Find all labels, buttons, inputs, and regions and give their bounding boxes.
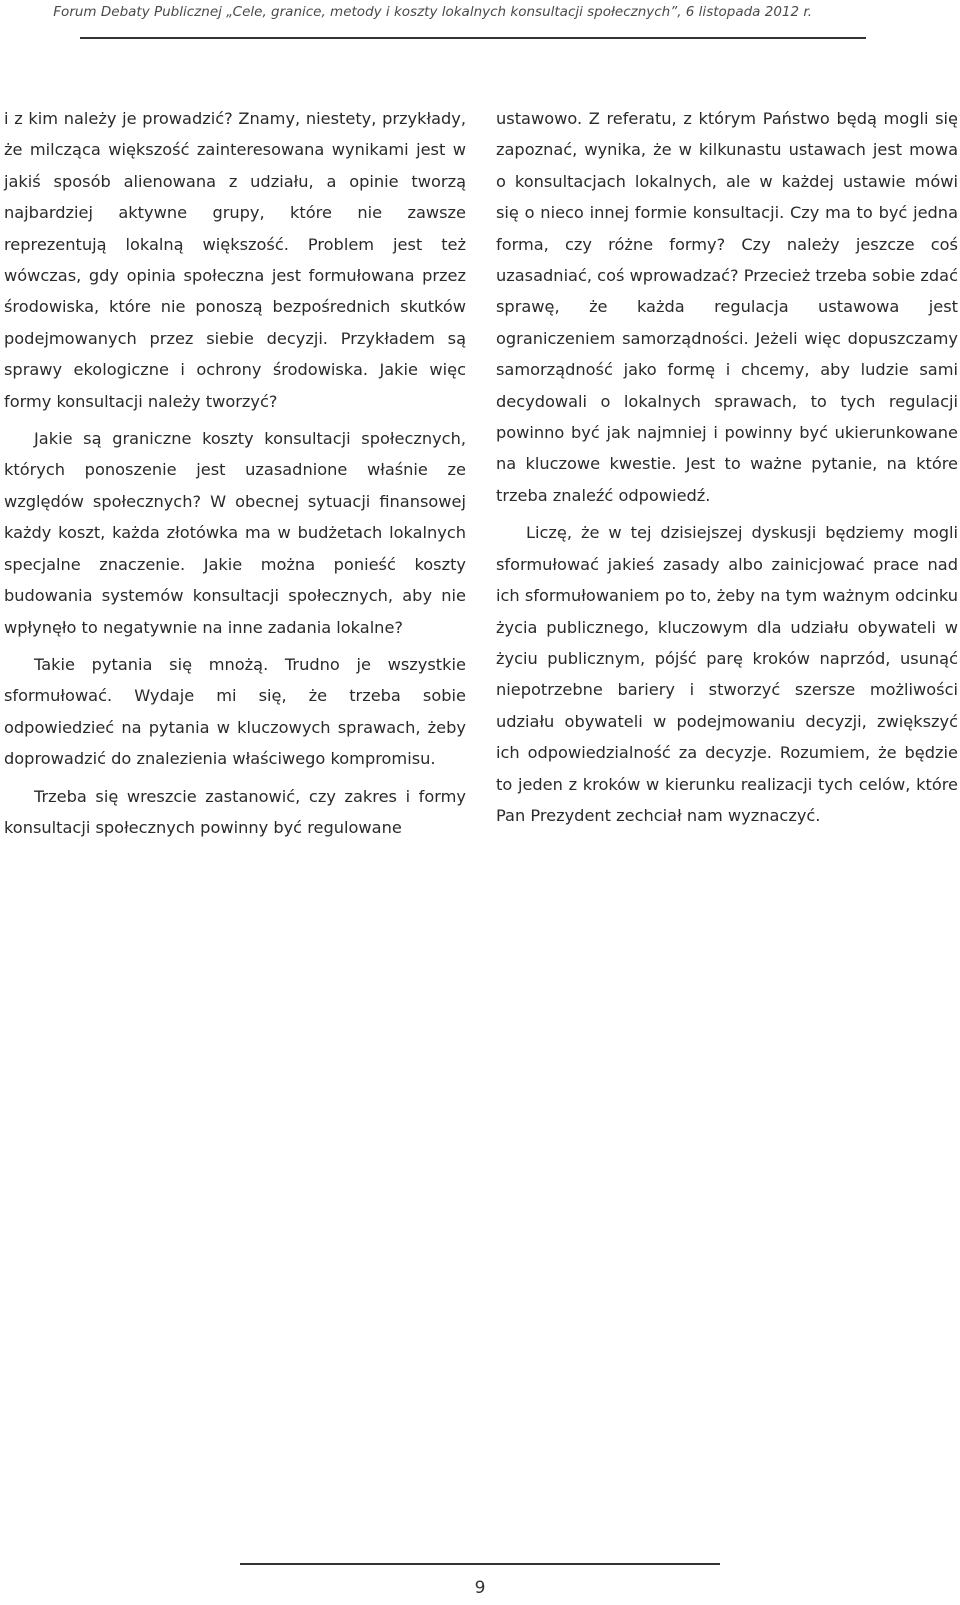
header-rule: [80, 37, 866, 39]
paragraph: Takie pytania się mnożą. Trudno je wszystkie sformułować. Wydaje mi się, że trzeba sobie odpowiedzieć na pytania w kluczowych sprawach, żeby doprowadzić do znalezienia właściwego kompromisu.: [4, 654, 466, 769]
running-title: Forum Debaty Publicznej „Cele, granice, metody i koszty lokalnych konsultacji społecznych”, 6 listopada 2012 r.: [53, 4, 812, 20]
right-column: [496, 103, 958, 837]
left-column: [4, 103, 466, 849]
paragraph: Trzeba się wreszcie zastanowić, czy zakres i formy konsultacji społecznych powinny być regulowane: [4, 786, 466, 837]
page-number: 9: [474, 1578, 486, 1598]
page-header: [0, 0, 960, 44]
footer-rule: [240, 1563, 720, 1565]
paragraph: ustawowo. Z referatu, z którym Państwo będą mogli się zapoznać, wynika, że w kilkunastu ustawach jest mowa o konsultacjach lokalnych, ale w każdej ustawie mówi się o nieco innej formie konsultacji. Czy ma to być jedna forma, czy różne formy? Czy należy jeszcze coś uzasadniać, coś wprowadzać? Przecież trzeba sobie zdać sprawę, że każda regulacja ustawowa jest ograniczeniem samorządności. Jeżeli więc dopuszczamy samorządność jako formę i chcemy, aby ludzie sami decydowali o lokalnych sprawach, to tych regulacji powinno być jak najmniej i powinny być ukierunkowane na kluczowe kwestie. Jest to ważne pytanie, na które trzeba znaleźć odpowiedź.: [496, 109, 958, 505]
paragraph: Liczę, że w tej dzisiejszej dyskusji będziemy mogli sformułować jakieś zasady albo zainicjować prace nad ich sformułowaniem po to, żeby na tym ważnym odcinku życia publicznego, kluczowym dla udziału obywateli w życiu publicznym, pójść parę kroków naprzód, usunąć niepotrzebne bariery i stworzyć szersze możliwości udziału obywateli w podejmowaniu decyzji, zwiększyć ich odpowiedzialność za decyzje. Rozumiem, że będzie to jeden z kroków w kierunku realizacji tych celów, które Pan Prezydent zechciał nam wyznaczyć.: [496, 523, 958, 825]
paragraph: i z kim należy je prowadzić? Znamy, niestety, przykłady, że milcząca większość zainteresowana wynikami jest w jakiś sposób alienowana z udziału, a opinie tworzą najbardziej aktywne grupy, które nie zawsze reprezentują lokalną większość. Problem jest też wówczas, gdy opinia społeczna jest formułowana przez środowiska, które nie ponoszą bezpośrednich skutków podejmowanych przez siebie decyzji. Przykładem są sprawy ekologiczne i ochrony środowiska. Jakie więc formy konsultacji należy tworzyć?: [4, 109, 466, 411]
paragraph: Jakie są graniczne koszty konsultacji społecznych, których ponoszenie jest uzasadnione właśnie ze względów społecznych? W obecnej sytuacji finansowej każdy koszt, każda złotówka ma w budżetach lokalnych specjalne znaczenie. Jakie można ponieść koszty budowania systemów konsultacji społecznych, aby nie wpłynęło to negatywnie na inne zadania lokalne?: [4, 429, 466, 637]
